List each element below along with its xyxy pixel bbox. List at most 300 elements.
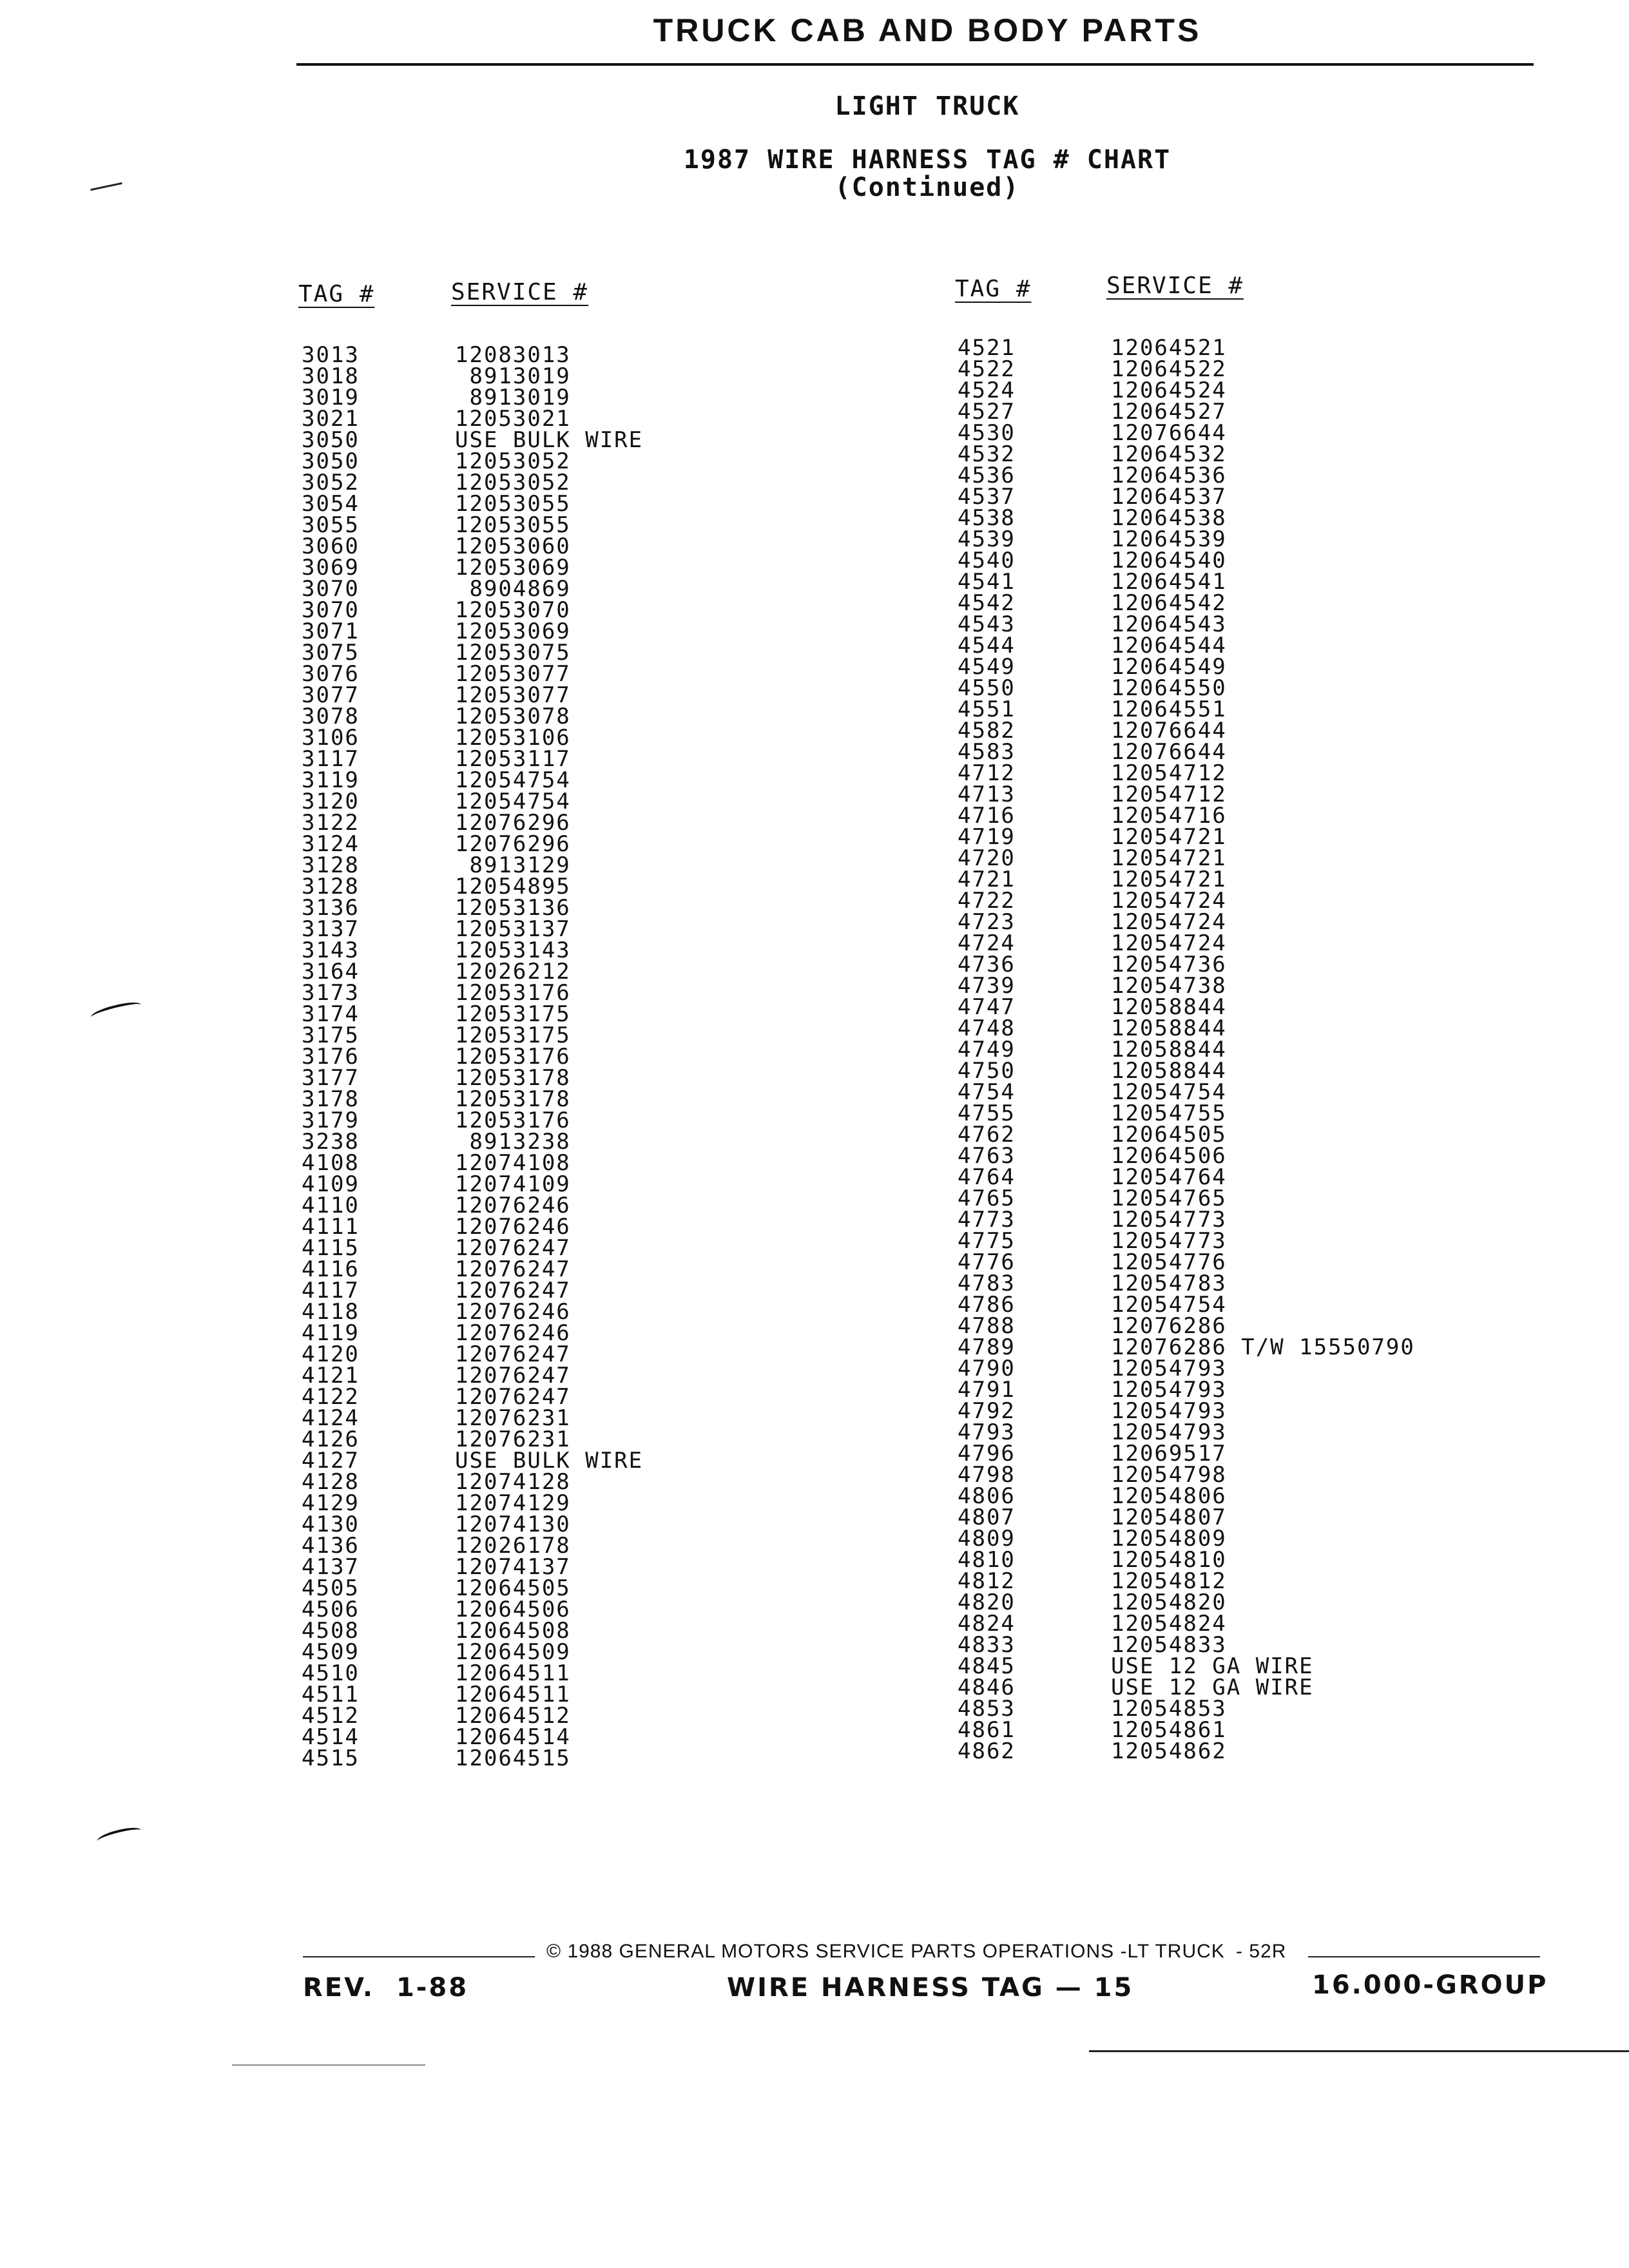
tag-number: 3143 bbox=[302, 937, 360, 963]
service-number: 12074129 bbox=[455, 1490, 571, 1516]
tag-number: 4724 bbox=[958, 930, 1016, 956]
service-number: 12076644 bbox=[1111, 718, 1227, 744]
tag-number: 4124 bbox=[302, 1405, 360, 1431]
tag-number: 4789 bbox=[958, 1334, 1016, 1360]
service-number: 12054721 bbox=[1111, 845, 1227, 871]
table-row bbox=[958, 739, 1537, 765]
service-number: USE BULK WIRE bbox=[455, 1448, 644, 1474]
page-code: - 52R bbox=[1236, 1941, 1287, 1962]
service-number: 12054824 bbox=[1111, 1611, 1227, 1637]
tag-number: 3164 bbox=[302, 959, 360, 985]
tag-number: 4748 bbox=[958, 1015, 1016, 1041]
service-number: 12054754 bbox=[1111, 1079, 1227, 1105]
tag-number: 4788 bbox=[958, 1313, 1016, 1339]
service-number: 12054773 bbox=[1111, 1207, 1227, 1233]
service-number: 12064532 bbox=[1111, 441, 1227, 467]
tag-number: 4122 bbox=[302, 1384, 360, 1410]
service-number: 12054793 bbox=[1111, 1377, 1227, 1403]
tag-number: 4509 bbox=[302, 1639, 360, 1665]
tag-number: 4532 bbox=[958, 441, 1016, 467]
service-number: 12076644 bbox=[1111, 739, 1227, 765]
tag-number: 4845 bbox=[958, 1653, 1016, 1679]
service-number: 12053070 bbox=[455, 597, 571, 623]
table-row bbox=[958, 356, 1537, 382]
tag-number: 4810 bbox=[958, 1547, 1016, 1573]
tag-number: 4137 bbox=[302, 1554, 360, 1580]
service-number: 12054793 bbox=[1111, 1356, 1227, 1381]
tag-number: 4536 bbox=[958, 463, 1016, 488]
table-row bbox=[958, 1143, 1537, 1169]
tag-number: 4792 bbox=[958, 1398, 1016, 1424]
tag-number: 4121 bbox=[302, 1363, 360, 1389]
tag-number: 4126 bbox=[302, 1427, 360, 1452]
service-number: 8904869 bbox=[455, 576, 571, 602]
table-row bbox=[958, 784, 1537, 805]
table-row bbox=[958, 486, 1537, 508]
tag-number: 3050 bbox=[302, 427, 360, 453]
service-number: 12076296 bbox=[455, 831, 571, 857]
service-number: 12076247 bbox=[455, 1235, 571, 1261]
right-service-header: SERVICE # bbox=[1106, 273, 1244, 299]
service-number: 12053175 bbox=[455, 1023, 571, 1048]
table-row bbox=[958, 654, 1537, 680]
service-number: 12074130 bbox=[455, 1512, 571, 1537]
service-number: 12053178 bbox=[455, 1086, 571, 1112]
tag-number: 3178 bbox=[302, 1086, 360, 1112]
tag-number: 4853 bbox=[958, 1696, 1016, 1722]
service-number: 12064506 bbox=[455, 1597, 571, 1622]
service-number: 12053178 bbox=[455, 1065, 571, 1091]
table-row bbox=[958, 441, 1537, 467]
tag-number: 4791 bbox=[958, 1377, 1016, 1403]
tag-number: 4510 bbox=[302, 1660, 360, 1686]
tag-number: 4736 bbox=[958, 952, 1016, 977]
table-row bbox=[958, 420, 1537, 446]
table-row bbox=[958, 824, 1537, 850]
tag-number: 3021 bbox=[302, 406, 360, 432]
tag-number: 3128 bbox=[302, 852, 360, 878]
tag-number: 3071 bbox=[302, 619, 360, 644]
service-number: 12076246 bbox=[455, 1193, 571, 1218]
service-number: 12053055 bbox=[455, 512, 571, 538]
tag-number: 4115 bbox=[302, 1235, 360, 1261]
service-number: 12054810 bbox=[1111, 1547, 1227, 1573]
table-row bbox=[958, 1547, 1537, 1573]
service-number: 12076246 bbox=[455, 1299, 571, 1325]
service-number: 12054833 bbox=[1111, 1632, 1227, 1658]
service-number: 12064515 bbox=[455, 1745, 571, 1771]
service-number: 8913019 bbox=[455, 385, 571, 410]
header-rule bbox=[296, 63, 1534, 66]
tag-number: 4119 bbox=[302, 1320, 360, 1346]
service-number: 12064522 bbox=[1111, 356, 1227, 382]
tag-number: 3070 bbox=[302, 576, 360, 602]
service-number: 12053069 bbox=[455, 619, 571, 644]
table-row bbox=[958, 720, 1537, 742]
table-row bbox=[958, 1462, 1537, 1488]
service-number: 12054862 bbox=[1111, 1738, 1227, 1764]
tag-number: 3050 bbox=[302, 448, 360, 474]
service-number: 12076644 bbox=[1111, 420, 1227, 446]
service-number: 12054861 bbox=[1111, 1717, 1227, 1743]
table-row bbox=[958, 1294, 1537, 1316]
tag-number: 4108 bbox=[302, 1150, 360, 1176]
tag-number: 4798 bbox=[958, 1462, 1016, 1488]
service-number: USE BULK WIRE bbox=[455, 427, 644, 453]
tag-number: 3055 bbox=[302, 512, 360, 538]
service-number: 12053176 bbox=[455, 1044, 571, 1070]
tag-number: 4505 bbox=[302, 1575, 360, 1601]
table-row bbox=[958, 1613, 1537, 1635]
page-title: TRUCK CAB AND BODY PARTS bbox=[653, 12, 1202, 48]
tag-number: 4512 bbox=[302, 1703, 360, 1729]
service-number: 12076296 bbox=[455, 810, 571, 836]
table-row bbox=[958, 909, 1537, 935]
service-number: 12053021 bbox=[455, 406, 571, 432]
tag-number: 4755 bbox=[958, 1100, 1016, 1126]
service-number: 12074109 bbox=[455, 1171, 571, 1197]
table-row bbox=[958, 675, 1537, 701]
table-row bbox=[958, 805, 1537, 827]
service-number: 12054721 bbox=[1111, 867, 1227, 892]
tag-number: 4762 bbox=[958, 1122, 1016, 1148]
table-row bbox=[958, 760, 1537, 786]
service-number: 12054724 bbox=[1111, 909, 1227, 935]
tag-number: 4861 bbox=[958, 1717, 1016, 1743]
service-number: 12076247 bbox=[455, 1341, 571, 1367]
service-number: 12074137 bbox=[455, 1554, 571, 1580]
tag-number: 4110 bbox=[302, 1193, 360, 1218]
table-row bbox=[958, 994, 1537, 1020]
tag-number: 3077 bbox=[302, 682, 360, 708]
tag-number: 4543 bbox=[958, 611, 1016, 637]
service-number: 12064514 bbox=[455, 1724, 571, 1750]
tag-number: 3013 bbox=[302, 342, 360, 368]
tag-number: 4806 bbox=[958, 1483, 1016, 1509]
service-number: 12076246 bbox=[455, 1214, 571, 1240]
footer-rule-right bbox=[1308, 1956, 1540, 1957]
table-row bbox=[958, 335, 1537, 361]
service-number: 12054724 bbox=[1111, 930, 1227, 956]
service-number: 12054712 bbox=[1111, 782, 1227, 807]
service-number: 12054853 bbox=[1111, 1696, 1227, 1722]
tag-number: 4763 bbox=[958, 1143, 1016, 1169]
service-number: 12053055 bbox=[455, 491, 571, 517]
service-number: 12069517 bbox=[1111, 1441, 1227, 1466]
tag-number: 4809 bbox=[958, 1526, 1016, 1552]
service-number: 8913238 bbox=[455, 1129, 571, 1155]
tag-number: 4540 bbox=[958, 548, 1016, 573]
table-row bbox=[958, 1164, 1537, 1190]
table-row bbox=[958, 401, 1537, 423]
table-row bbox=[958, 635, 1537, 657]
service-number: USE 12 GA WIRE bbox=[1111, 1675, 1314, 1700]
service-number: 12064524 bbox=[1111, 378, 1227, 403]
tag-number: 4783 bbox=[958, 1271, 1016, 1296]
tag-number: 4544 bbox=[958, 633, 1016, 658]
service-number: 12064537 bbox=[1111, 484, 1227, 510]
table-row bbox=[958, 569, 1537, 595]
service-number: 12064512 bbox=[455, 1703, 571, 1729]
service-number: 12053175 bbox=[455, 1001, 571, 1027]
table-row bbox=[958, 526, 1537, 552]
service-number: 12076247 bbox=[455, 1384, 571, 1410]
tag-number: 4582 bbox=[958, 718, 1016, 744]
table-row bbox=[958, 1398, 1537, 1424]
tag-number: 4538 bbox=[958, 505, 1016, 531]
margin-mark bbox=[96, 1825, 142, 1847]
tag-number: 4764 bbox=[958, 1164, 1016, 1190]
tag-number: 3069 bbox=[302, 555, 360, 581]
tag-number: 3124 bbox=[302, 831, 360, 857]
service-number: 12076247 bbox=[455, 1278, 571, 1303]
tag-number: 4549 bbox=[958, 654, 1016, 680]
service-number: 12064505 bbox=[1111, 1122, 1227, 1148]
service-number: 12054765 bbox=[1111, 1186, 1227, 1211]
tag-number: 4712 bbox=[958, 760, 1016, 786]
table-row bbox=[958, 1504, 1537, 1530]
service-number: 12054724 bbox=[1111, 888, 1227, 914]
table-row bbox=[958, 1209, 1537, 1231]
service-number: 12064527 bbox=[1111, 399, 1227, 425]
table-row bbox=[958, 1443, 1537, 1465]
footer-rule-left bbox=[303, 1956, 535, 1957]
tag-number: 4747 bbox=[958, 994, 1016, 1020]
table-row bbox=[958, 975, 1537, 997]
service-number: 12064508 bbox=[455, 1618, 571, 1644]
tag-number: 4508 bbox=[302, 1618, 360, 1644]
tag-number: 4775 bbox=[958, 1228, 1016, 1254]
tag-number: 4820 bbox=[958, 1590, 1016, 1615]
tag-number: 4109 bbox=[302, 1171, 360, 1197]
service-number: 12054793 bbox=[1111, 1419, 1227, 1445]
left-parts-table bbox=[302, 342, 753, 1771]
table-row bbox=[958, 1738, 1537, 1764]
table-row bbox=[958, 465, 1537, 486]
left-tag-header: TAG # bbox=[298, 281, 375, 307]
tag-number: 3106 bbox=[302, 725, 360, 751]
service-number: 12064511 bbox=[455, 1660, 571, 1686]
tag-number: 4537 bbox=[958, 484, 1016, 510]
tag-number: 3070 bbox=[302, 597, 360, 623]
table-row bbox=[958, 699, 1537, 720]
table-row bbox=[958, 1717, 1537, 1743]
service-number: 12076231 bbox=[455, 1427, 571, 1452]
service-number: 12026178 bbox=[455, 1533, 571, 1559]
tag-number: 4739 bbox=[958, 973, 1016, 999]
service-number: 12054754 bbox=[455, 789, 571, 814]
service-number: 12054736 bbox=[1111, 952, 1227, 977]
tag-number: 3128 bbox=[302, 874, 360, 899]
tag-number: 4583 bbox=[958, 739, 1016, 765]
section-subtitle: LIGHT TRUCK bbox=[834, 91, 1020, 121]
tag-number: 3117 bbox=[302, 746, 360, 772]
tag-number: 4723 bbox=[958, 909, 1016, 935]
tag-number: 4522 bbox=[958, 356, 1016, 382]
tag-number: 4127 bbox=[302, 1448, 360, 1474]
tag-number: 4551 bbox=[958, 697, 1016, 722]
tag-number: 4796 bbox=[958, 1441, 1016, 1466]
service-number: USE 12 GA WIRE bbox=[1111, 1653, 1314, 1679]
table-row bbox=[958, 930, 1537, 956]
service-number: 12076247 bbox=[455, 1256, 571, 1282]
tag-number: 4812 bbox=[958, 1568, 1016, 1594]
tag-number: 4807 bbox=[958, 1504, 1016, 1530]
service-number: 12064542 bbox=[1111, 590, 1227, 616]
tag-number: 4550 bbox=[958, 675, 1016, 701]
table-row bbox=[958, 890, 1537, 912]
table-row bbox=[958, 1698, 1537, 1720]
service-number: 8913019 bbox=[455, 363, 571, 389]
margin-mark bbox=[90, 999, 142, 1023]
tag-number: 3052 bbox=[302, 470, 360, 495]
service-number: 12053060 bbox=[455, 533, 571, 559]
service-number: 12054764 bbox=[1111, 1164, 1227, 1190]
service-number: 12064544 bbox=[1111, 633, 1227, 658]
service-number: 12053069 bbox=[455, 555, 571, 581]
tag-number: 4506 bbox=[302, 1597, 360, 1622]
service-number: 12053075 bbox=[455, 640, 571, 666]
tag-number: 3060 bbox=[302, 533, 360, 559]
service-number: 12053052 bbox=[455, 448, 571, 474]
tag-number: 3122 bbox=[302, 810, 360, 836]
service-number: 12064541 bbox=[1111, 569, 1227, 595]
tag-number: 4721 bbox=[958, 867, 1016, 892]
service-number: 12074108 bbox=[455, 1150, 571, 1176]
tag-number: 4120 bbox=[302, 1341, 360, 1367]
service-number: 12064549 bbox=[1111, 654, 1227, 680]
table-row bbox=[958, 1334, 1537, 1360]
tag-number: 4111 bbox=[302, 1214, 360, 1240]
service-number: 12076246 bbox=[455, 1320, 571, 1346]
tag-number: 4790 bbox=[958, 1356, 1016, 1381]
table-row bbox=[302, 1745, 753, 1771]
tag-number: 4749 bbox=[958, 1037, 1016, 1062]
tag-number: 3173 bbox=[302, 980, 360, 1006]
service-number: 12053176 bbox=[455, 1108, 571, 1133]
service-number: 12053143 bbox=[455, 937, 571, 963]
service-number: 12054754 bbox=[1111, 1292, 1227, 1318]
tag-number: 4773 bbox=[958, 1207, 1016, 1233]
service-number: 12054809 bbox=[1111, 1526, 1227, 1552]
tag-number: 3120 bbox=[302, 789, 360, 814]
tag-number: 4846 bbox=[958, 1675, 1016, 1700]
tag-number: 4833 bbox=[958, 1632, 1016, 1658]
table-row bbox=[958, 1058, 1537, 1084]
service-number: 12064551 bbox=[1111, 697, 1227, 722]
tag-number: 4541 bbox=[958, 569, 1016, 595]
service-number: 12053052 bbox=[455, 470, 571, 495]
tag-number: 3076 bbox=[302, 661, 360, 687]
service-number: 12053136 bbox=[455, 895, 571, 921]
service-number: 12053106 bbox=[455, 725, 571, 751]
tag-number: 4511 bbox=[302, 1682, 360, 1707]
tag-number: 4542 bbox=[958, 590, 1016, 616]
tag-number: 4136 bbox=[302, 1533, 360, 1559]
table-row bbox=[958, 1358, 1537, 1379]
tag-number: 4750 bbox=[958, 1058, 1016, 1084]
chart-title: 1987 WIRE HARNESS TAG # CHART bbox=[683, 145, 1171, 175]
service-number: 12054895 bbox=[455, 874, 571, 899]
service-number: 12064521 bbox=[1111, 335, 1227, 361]
service-number: 12054798 bbox=[1111, 1462, 1227, 1488]
tag-number: 3075 bbox=[302, 640, 360, 666]
service-number: 12054776 bbox=[1111, 1249, 1227, 1275]
tag-number: 4514 bbox=[302, 1724, 360, 1750]
tag-number: 3136 bbox=[302, 895, 360, 921]
tag-number: 4786 bbox=[958, 1292, 1016, 1318]
service-number: 12054721 bbox=[1111, 824, 1227, 850]
tag-number: 4521 bbox=[958, 335, 1016, 361]
service-number: 12064540 bbox=[1111, 548, 1227, 573]
tag-number: 3137 bbox=[302, 916, 360, 942]
service-number: 12058844 bbox=[1111, 1037, 1227, 1062]
service-number: 12053137 bbox=[455, 916, 571, 942]
service-number: 12053078 bbox=[455, 704, 571, 729]
tag-number: 4117 bbox=[302, 1278, 360, 1303]
service-number: 12054820 bbox=[1111, 1590, 1227, 1615]
service-number: 12076286 T/W 15550790 bbox=[1111, 1334, 1415, 1360]
tag-number: 4539 bbox=[958, 526, 1016, 552]
service-number: 12054812 bbox=[1111, 1568, 1227, 1594]
table-row bbox=[958, 1528, 1537, 1550]
continued-label: (Continued) bbox=[834, 173, 1020, 202]
tag-number: 3054 bbox=[302, 491, 360, 517]
service-number: 12058844 bbox=[1111, 1058, 1227, 1084]
service-number: 12054712 bbox=[1111, 760, 1227, 786]
table-row bbox=[958, 1483, 1537, 1509]
bottom-faint-rule bbox=[232, 2064, 425, 2066]
table-row bbox=[958, 380, 1537, 401]
tag-number: 4716 bbox=[958, 803, 1016, 829]
right-parts-table bbox=[958, 335, 1537, 1764]
service-number: 12064536 bbox=[1111, 463, 1227, 488]
table-row bbox=[958, 1592, 1537, 1613]
tag-number: 4515 bbox=[302, 1745, 360, 1771]
tag-number: 3119 bbox=[302, 767, 360, 793]
service-number: 12026212 bbox=[455, 959, 571, 985]
service-number: 12076247 bbox=[455, 1363, 571, 1389]
service-number: 12054738 bbox=[1111, 973, 1227, 999]
tag-number: 4128 bbox=[302, 1469, 360, 1495]
tag-number: 4722 bbox=[958, 888, 1016, 914]
tag-number: 4530 bbox=[958, 420, 1016, 446]
tag-number: 3019 bbox=[302, 385, 360, 410]
table-row bbox=[958, 1015, 1537, 1041]
tag-number: 3175 bbox=[302, 1023, 360, 1048]
service-number: 12054755 bbox=[1111, 1100, 1227, 1126]
tag-number: 4130 bbox=[302, 1512, 360, 1537]
table-row bbox=[958, 954, 1537, 975]
service-number: 12064506 bbox=[1111, 1143, 1227, 1169]
service-number: 12064539 bbox=[1111, 526, 1227, 552]
table-row bbox=[958, 1188, 1537, 1209]
tag-number: 3177 bbox=[302, 1065, 360, 1091]
service-number: 12058844 bbox=[1111, 1015, 1227, 1041]
tag-number: 4129 bbox=[302, 1490, 360, 1516]
tag-number: 3078 bbox=[302, 704, 360, 729]
group-label: 16.000-GROUP bbox=[1312, 1970, 1548, 2000]
tag-number: 3179 bbox=[302, 1108, 360, 1133]
table-row bbox=[958, 1273, 1537, 1294]
table-row bbox=[958, 1079, 1537, 1105]
table-row bbox=[958, 1379, 1537, 1401]
service-number: 12053077 bbox=[455, 682, 571, 708]
tag-number: 4116 bbox=[302, 1256, 360, 1282]
section-label: WIRE HARNESS TAG — 15 bbox=[727, 1973, 1134, 2003]
copyright-notice: © 1988 GENERAL MOTORS SERVICE PARTS OPERATIONS -LT TRUCK bbox=[546, 1941, 1225, 1962]
tag-number: 4862 bbox=[958, 1738, 1016, 1764]
